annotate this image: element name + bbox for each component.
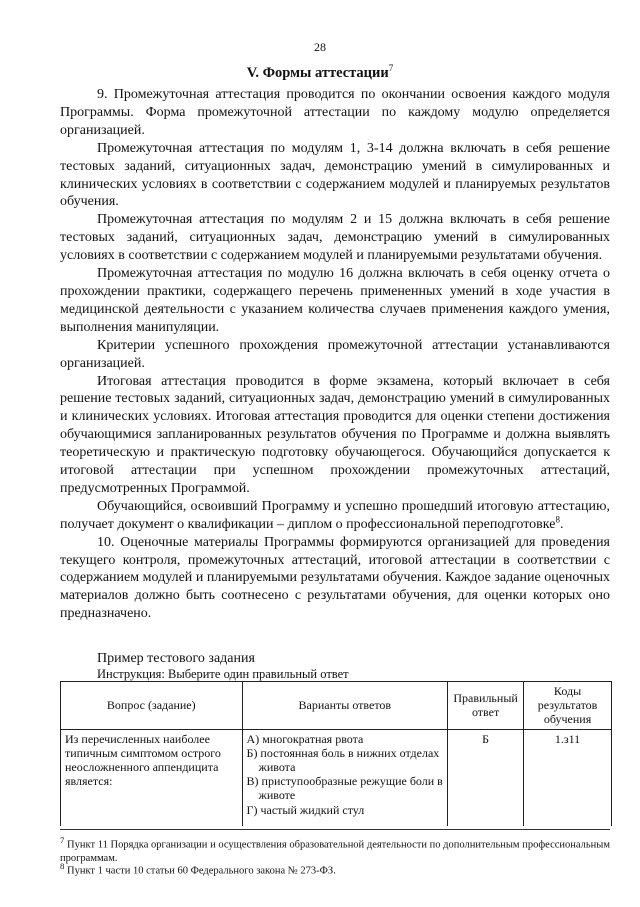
page-number: 28 — [314, 40, 326, 54]
correct-answer-cell: Б — [448, 729, 524, 826]
paragraph-9: 9. Промежуточная аттестация проводится по окончании освоения каждого модуля Программы. Форма промежуточной аттестации по каждому модулю определяется организацией. — [60, 87, 610, 138]
paragraph-modules-1-3-14: Промежуточная аттестация по модулям 1, 3-14 должна включать в себя решение тестовых заданий, ситуационных задач, демонстрацию умений в симулированных и клинических условиях в соответствии с содержанием модулей и планируемых результатов обучения. — [60, 140, 610, 210]
example-title: Пример тестового задания — [97, 651, 255, 666]
paragraph-module-16: Промежуточная аттестация по модулю 16 должна включать в себя оценку отчета о прохождении практики, содержащего перечень примененных умений в ходе участия в медицинской деятельности с указанием количества случаев применения каждого умения, выполнения манипуляции. — [60, 266, 610, 335]
paragraph-graduate-text: Обучающийся, освоивший Программу и успешно прошедший итоговую аттестацию, получает документ о квалификации – диплом о профессиональной переподготовке — [60, 498, 610, 532]
paragraph-modules-2-15: Промежуточная аттестация по модулям 2 и 15 должна включать в себя решение тестовых заданий, ситуационных задач, демонстрацию умений в симулированных условиях в соответствии с содержанием модулей и планируемыми результатами обучения. — [60, 212, 610, 264]
table-header-row — [61, 682, 612, 730]
table-row — [61, 729, 612, 826]
header-options: Варианты ответов — [242, 682, 448, 730]
document-body — [60, 86, 610, 623]
example-instruction: Инструкция: Выберите один правильный ответ — [97, 667, 349, 681]
question-cell: Из перечисленных наиболее типичным симптомом острого неосложненного аппендицита является: — [61, 729, 243, 826]
footnote-7-text: Пункт 11 Порядка организации и осуществления образовательной деятельности по дополнительным профессиональным программам. — [60, 839, 610, 864]
footnote-ref-8: 8 — [555, 514, 560, 525]
paragraph-graduate: Обучающийся, освоивший Программу и успешно прошедший итоговую аттестацию, получает документ о квалификации – диплом о профессиональной переподготовке$^8$. — [60, 498, 610, 532]
options-cell — [242, 729, 448, 826]
test-example-table — [60, 681, 612, 826]
footnote-mark-7: 7 — [60, 835, 65, 845]
answer-option-b: Б) постоянная боль в нижних отделах живота — [246, 745, 440, 775]
paragraph-10: 10. Оценочные материалы Программы формируются организацией для проведения текущего контроля, промежуточных аттестаций, итоговой аттестации в соответствии с содержанием модулей и планируемыми результатами обучения. Каждое задание оценочных материалов должно быть соотнесено с результатами обучения, для оценки которых оно предназначено. — [60, 534, 610, 622]
section-title — [0, 63, 640, 82]
paragraph-final-attestation: Итоговая аттестация проводится в форме экзамена, который включает в себя решение тестовых заданий, ситуационных задач, демонстрацию умений в симулированных и клинических условиях. Итоговая аттестация проводится для оценки степени достижения обучающимися запланированных результатов обучения по Программе и должна выявлять теоретическую и практическую подготовку обучающегося. Обучающийся допускается к итоговой аттестации при успешном прохождении промежуточных аттестаций, предусмотренных Программой. — [60, 373, 610, 496]
section-title-text: V. Формы аттестации — [246, 64, 389, 81]
footnote-8 — [60, 860, 610, 878]
answer-option-d: Г) частый жидкий стул — [246, 802, 365, 817]
footnote-separator — [60, 829, 610, 830]
paragraph-criteria: Критерии успешного прохождения промежуточной аттестации устанавливаются организацией. — [60, 337, 610, 371]
result-code-cell: 1.з11 — [524, 729, 612, 826]
header-codes: Коды результатов обучения — [524, 682, 612, 730]
answer-option-c: В) приступообразные режущие боли в животе — [246, 774, 443, 803]
footnote-8-text: Пункт 1 части 10 статьи 60 Федерального закона № 273-ФЗ. — [67, 865, 336, 877]
header-question: Вопрос (задание) — [61, 682, 243, 730]
footnote-mark-8: 8 — [60, 861, 65, 871]
header-answer: Правильный ответ — [448, 682, 524, 730]
answer-option-a: А) многократная рвота — [246, 731, 364, 746]
footnote-ref-7: 7 — [388, 63, 394, 73]
